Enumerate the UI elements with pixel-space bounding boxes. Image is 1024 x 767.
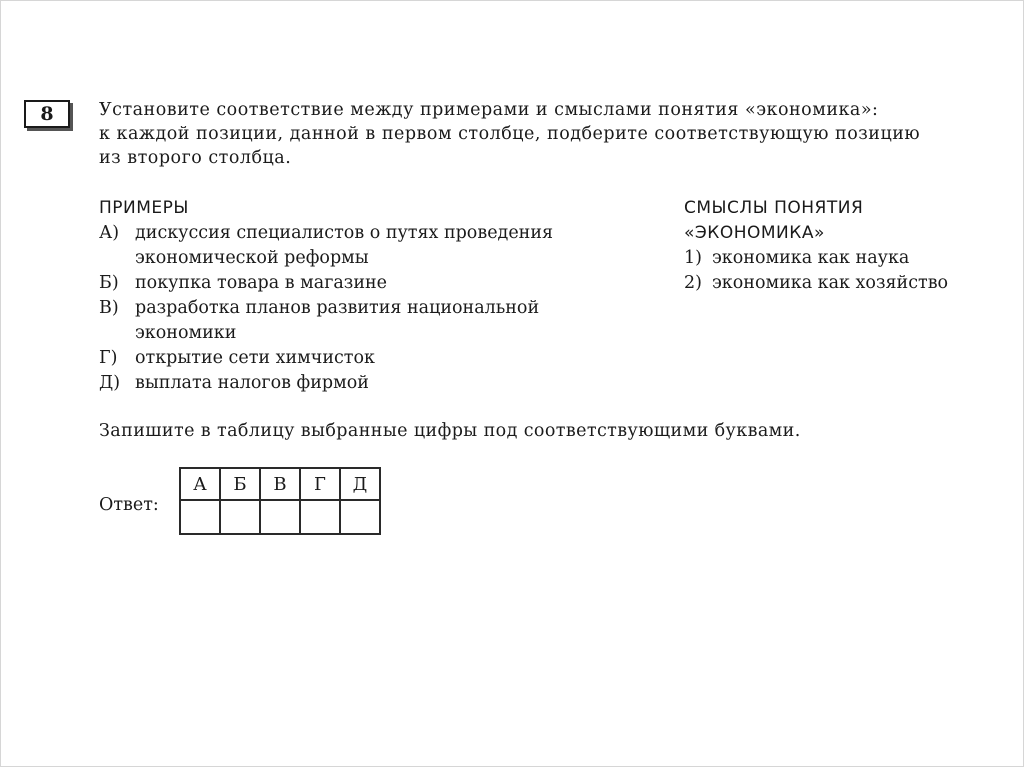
example-text: разработка планов развития национальной экономики — [135, 298, 540, 343]
meaning-label: 1) — [684, 248, 702, 268]
example-item — [99, 271, 639, 296]
task-number-box: 8 — [24, 100, 70, 128]
example-item — [99, 371, 639, 396]
meanings-column — [684, 196, 1004, 296]
meaning-text: экономика как хозяйство — [712, 273, 949, 293]
meaning-text: экономика как наука — [712, 248, 910, 268]
example-label: Г) — [99, 348, 118, 368]
answer-input-row — [180, 500, 380, 534]
answer-column-header: Г — [300, 468, 340, 500]
example-text: открытие сети химчисток — [135, 348, 375, 368]
answer-label: Ответ: — [99, 495, 159, 515]
example-label: А) — [99, 223, 120, 243]
answer-cell[interactable] — [300, 500, 340, 534]
examples-column — [99, 196, 639, 396]
examples-heading: ПРИМЕРЫ — [99, 198, 189, 218]
example-label: В) — [99, 298, 119, 318]
answer-column-header: Б — [220, 468, 260, 500]
answer-column-header: Д — [340, 468, 380, 500]
answer-column-header: В — [260, 468, 300, 500]
meanings-heading-line1: СМЫСЛЫ ПОНЯТИЯ — [684, 198, 864, 218]
example-text: покупка товара в магазине — [135, 273, 388, 293]
example-label: Б) — [99, 273, 119, 293]
instruction-line: к каждой позиции, данной в первом столбце, подберите соответствующую позицию — [99, 124, 921, 144]
meaning-label: 2) — [684, 273, 702, 293]
example-item — [99, 221, 639, 271]
answer-column-header: А — [180, 468, 220, 500]
instruction-line: Установите соответствие между примерами и смыслами понятия «экономика»: — [99, 100, 879, 120]
answer-cell[interactable] — [340, 500, 380, 534]
write-instruction: Запишите в таблицу выбранные цифры под соответствующими буквами. — [99, 421, 801, 441]
answer-table — [179, 467, 381, 535]
example-text: выплата налогов фирмой — [135, 373, 369, 393]
task-instruction — [99, 98, 999, 170]
answer-header-row — [180, 468, 380, 500]
example-text: дискуссия специалистов о путях проведения экономической реформы — [135, 223, 554, 268]
instruction-line: из второго столбца. — [99, 148, 292, 168]
example-label: Д) — [99, 373, 121, 393]
meaning-item — [684, 271, 1004, 296]
meanings-heading-line2: «ЭКОНОМИКА» — [684, 223, 825, 243]
example-item — [99, 346, 639, 371]
answer-cell[interactable] — [180, 500, 220, 534]
meaning-item — [684, 246, 1004, 271]
answer-cell[interactable] — [220, 500, 260, 534]
answer-cell[interactable] — [260, 500, 300, 534]
example-item — [99, 296, 639, 346]
